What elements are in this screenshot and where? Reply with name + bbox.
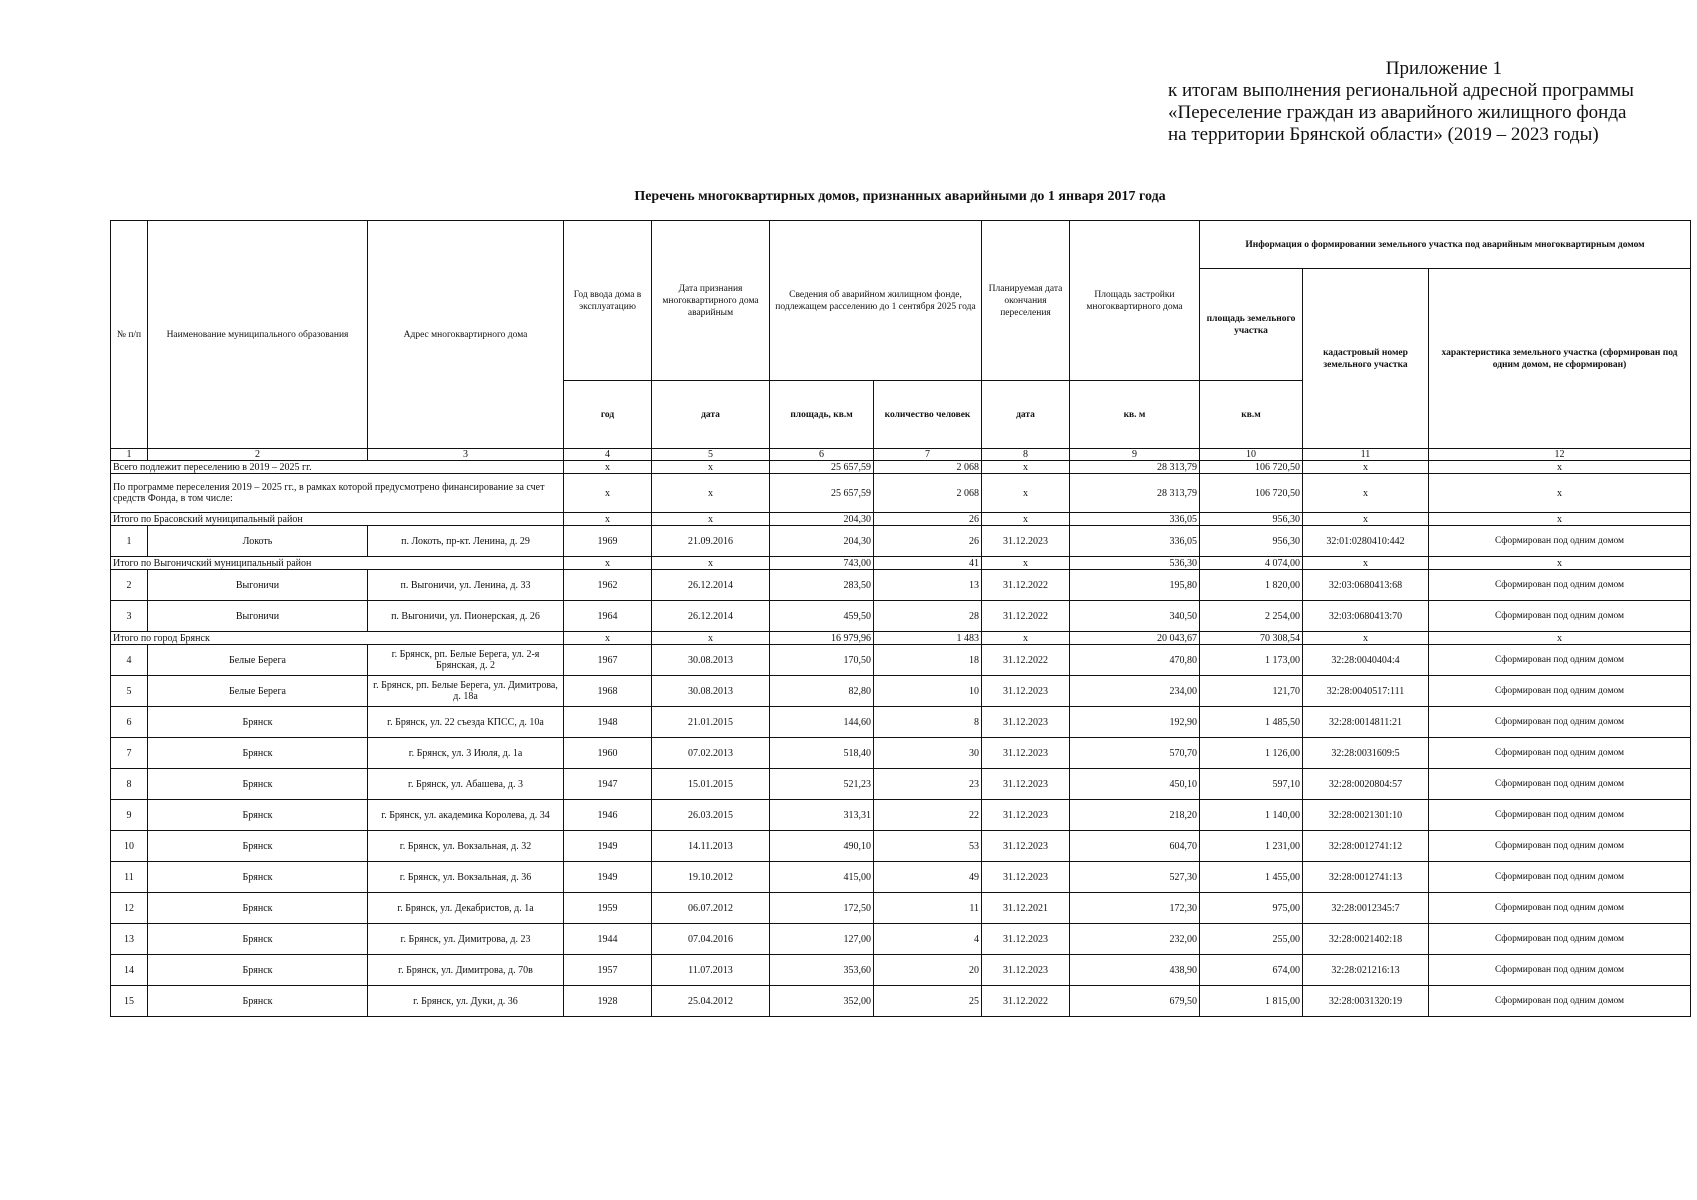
cell: x bbox=[652, 461, 770, 474]
date-cell: 30.08.2013 bbox=[652, 676, 770, 707]
subtotal-row bbox=[111, 632, 1691, 645]
area-cell: 352,00 bbox=[770, 986, 874, 1017]
land-area-cell: 121,70 bbox=[1200, 676, 1303, 707]
cell: 16 979,96 bbox=[770, 632, 874, 645]
land-area-cell: 255,00 bbox=[1200, 924, 1303, 955]
header-date-emergency: Дата признания многоквартирного дома аварийным bbox=[652, 221, 770, 381]
unit-sqm: кв. м bbox=[1070, 381, 1200, 449]
year-cell: 1960 bbox=[564, 738, 652, 769]
row-number: 3 bbox=[111, 601, 148, 632]
address-cell: п. Выгоничи, ул. Ленина, д. 33 bbox=[368, 570, 564, 601]
end-date-cell: 31.12.2023 bbox=[982, 955, 1070, 986]
cell: x bbox=[982, 461, 1070, 474]
build-area-cell: 438,90 bbox=[1070, 955, 1200, 986]
address-cell: г. Брянск, ул. Абашева, д. 3 bbox=[368, 769, 564, 800]
cadastral-cell: 32:28:0040517:111 bbox=[1303, 676, 1429, 707]
cell: x bbox=[1303, 513, 1429, 526]
municipality-cell: Выгоничи bbox=[148, 601, 368, 632]
row-number: 8 bbox=[111, 769, 148, 800]
cell: x bbox=[652, 557, 770, 570]
cell: x bbox=[1429, 474, 1691, 513]
end-date-cell: 31.12.2021 bbox=[982, 893, 1070, 924]
date-cell: 19.10.2012 bbox=[652, 862, 770, 893]
date-cell: 11.07.2013 bbox=[652, 955, 770, 986]
municipality-cell: Брянск bbox=[148, 707, 368, 738]
cell: 26 bbox=[874, 513, 982, 526]
row-number: 12 bbox=[111, 893, 148, 924]
row-number: 5 bbox=[111, 676, 148, 707]
people-cell: 25 bbox=[874, 986, 982, 1017]
row-number: 13 bbox=[111, 924, 148, 955]
address-cell: г. Брянск, ул. Декабристов, д. 1а bbox=[368, 893, 564, 924]
table-row bbox=[111, 526, 1691, 557]
land-feature-cell: Сформирован под одним домом bbox=[1429, 986, 1691, 1017]
date-cell: 06.07.2012 bbox=[652, 893, 770, 924]
municipality-cell: Локоть bbox=[148, 526, 368, 557]
total-row bbox=[111, 461, 1691, 474]
address-cell: г. Брянск, рп. Белые Берега, ул. 2-я Брянская, д. 2 bbox=[368, 645, 564, 676]
year-cell: 1959 bbox=[564, 893, 652, 924]
cadastral-cell: 32:28:0031609:5 bbox=[1303, 738, 1429, 769]
column-number: 5 bbox=[652, 449, 770, 461]
appendix-line: к итогам выполнения региональной адресной программы bbox=[1168, 80, 1634, 101]
cell: 2 068 bbox=[874, 461, 982, 474]
people-cell: 49 bbox=[874, 862, 982, 893]
people-cell: 11 bbox=[874, 893, 982, 924]
municipality-cell: Брянск bbox=[148, 924, 368, 955]
municipality-cell: Брянск bbox=[148, 769, 368, 800]
column-number: 6 bbox=[770, 449, 874, 461]
build-area-cell: 195,80 bbox=[1070, 570, 1200, 601]
cell: 41 bbox=[874, 557, 982, 570]
column-number: 2 bbox=[148, 449, 368, 461]
unit-people: количество человек bbox=[874, 381, 982, 449]
end-date-cell: 31.12.2022 bbox=[982, 645, 1070, 676]
municipality-cell: Брянск bbox=[148, 986, 368, 1017]
cell: x bbox=[1429, 557, 1691, 570]
area-cell: 518,40 bbox=[770, 738, 874, 769]
build-area-cell: 527,30 bbox=[1070, 862, 1200, 893]
land-area-cell: 597,10 bbox=[1200, 769, 1303, 800]
area-cell: 170,50 bbox=[770, 645, 874, 676]
subtotal-label: Итого по Брасовский муниципальный район bbox=[111, 513, 564, 526]
cadastral-cell: 32:28:0021402:18 bbox=[1303, 924, 1429, 955]
land-feature-cell: Сформирован под одним домом bbox=[1429, 645, 1691, 676]
column-number: 12 bbox=[1429, 449, 1691, 461]
row-number: 7 bbox=[111, 738, 148, 769]
cell: x bbox=[1303, 461, 1429, 474]
area-cell: 353,60 bbox=[770, 955, 874, 986]
date-cell: 26.12.2014 bbox=[652, 601, 770, 632]
end-date-cell: 31.12.2023 bbox=[982, 924, 1070, 955]
table-row bbox=[111, 986, 1691, 1017]
column-number: 3 bbox=[368, 449, 564, 461]
row-number: 9 bbox=[111, 800, 148, 831]
address-cell: г. Брянск, ул. Дуки, д. 36 bbox=[368, 986, 564, 1017]
unit-date: дата bbox=[982, 381, 1070, 449]
row-number: 2 bbox=[111, 570, 148, 601]
column-number: 11 bbox=[1303, 449, 1429, 461]
area-cell: 82,80 bbox=[770, 676, 874, 707]
cell: x bbox=[1303, 474, 1429, 513]
table-row bbox=[111, 769, 1691, 800]
program-label: По программе переселения 2019 – 2025 гг., в рамках которой предусмотрено финансирование за счет средств Фонда, в том числе: bbox=[111, 474, 564, 513]
address-cell: г. Брянск, ул. Вокзальная, д. 36 bbox=[368, 862, 564, 893]
land-area-cell: 1 455,00 bbox=[1200, 862, 1303, 893]
end-date-cell: 31.12.2022 bbox=[982, 601, 1070, 632]
year-cell: 1964 bbox=[564, 601, 652, 632]
subtotal-row bbox=[111, 557, 1691, 570]
cell: x bbox=[564, 513, 652, 526]
address-cell: г. Брянск, ул. академика Королева, д. 34 bbox=[368, 800, 564, 831]
build-area-cell: 450,10 bbox=[1070, 769, 1200, 800]
cell: 4 074,00 bbox=[1200, 557, 1303, 570]
build-area-cell: 192,90 bbox=[1070, 707, 1200, 738]
land-feature-cell: Сформирован под одним домом bbox=[1429, 601, 1691, 632]
municipality-cell: Белые Берега bbox=[148, 676, 368, 707]
people-cell: 20 bbox=[874, 955, 982, 986]
date-cell: 07.02.2013 bbox=[652, 738, 770, 769]
cell: x bbox=[652, 632, 770, 645]
area-cell: 313,31 bbox=[770, 800, 874, 831]
date-cell: 21.09.2016 bbox=[652, 526, 770, 557]
housing-table bbox=[110, 220, 1691, 1017]
land-area-cell: 1 173,00 bbox=[1200, 645, 1303, 676]
land-feature-cell: Сформирован под одним домом bbox=[1429, 570, 1691, 601]
municipality-cell: Брянск bbox=[148, 862, 368, 893]
cadastral-cell: 32:28:0031320:19 bbox=[1303, 986, 1429, 1017]
end-date-cell: 31.12.2023 bbox=[982, 769, 1070, 800]
appendix-header bbox=[1168, 58, 1688, 146]
date-cell: 26.12.2014 bbox=[652, 570, 770, 601]
build-area-cell: 604,70 bbox=[1070, 831, 1200, 862]
cell: x bbox=[1429, 632, 1691, 645]
column-number-row bbox=[111, 449, 1691, 461]
column-number: 1 bbox=[111, 449, 148, 461]
cell: x bbox=[564, 461, 652, 474]
unit-date: дата bbox=[652, 381, 770, 449]
area-cell: 172,50 bbox=[770, 893, 874, 924]
column-number: 9 bbox=[1070, 449, 1200, 461]
address-cell: г. Брянск, ул. Димитрова, д. 70в bbox=[368, 955, 564, 986]
municipality-cell: Брянск bbox=[148, 831, 368, 862]
build-area-cell: 336,05 bbox=[1070, 526, 1200, 557]
cadastral-cell: 32:28:0040404:4 bbox=[1303, 645, 1429, 676]
program-row bbox=[111, 474, 1691, 513]
land-area-cell: 1 140,00 bbox=[1200, 800, 1303, 831]
end-date-cell: 31.12.2023 bbox=[982, 707, 1070, 738]
cadastral-cell: 32:03:0680413:68 bbox=[1303, 570, 1429, 601]
build-area-cell: 470,80 bbox=[1070, 645, 1200, 676]
build-area-cell: 218,20 bbox=[1070, 800, 1200, 831]
address-cell: г. Брянск, ул. Вокзальная, д. 32 bbox=[368, 831, 564, 862]
cell: x bbox=[1429, 461, 1691, 474]
area-cell: 459,50 bbox=[770, 601, 874, 632]
unit-sqm: кв.м bbox=[1200, 381, 1303, 449]
people-cell: 23 bbox=[874, 769, 982, 800]
table-row bbox=[111, 645, 1691, 676]
cell: 743,00 bbox=[770, 557, 874, 570]
people-cell: 8 bbox=[874, 707, 982, 738]
cell: x bbox=[982, 557, 1070, 570]
cadastral-cell: 32:28:0012741:13 bbox=[1303, 862, 1429, 893]
date-cell: 14.11.2013 bbox=[652, 831, 770, 862]
people-cell: 18 bbox=[874, 645, 982, 676]
land-feature-cell: Сформирован под одним домом bbox=[1429, 738, 1691, 769]
people-cell: 22 bbox=[874, 800, 982, 831]
people-cell: 30 bbox=[874, 738, 982, 769]
end-date-cell: 31.12.2023 bbox=[982, 526, 1070, 557]
row-number: 15 bbox=[111, 986, 148, 1017]
header-cadastral: кадастровый номер земельного участка bbox=[1303, 269, 1429, 449]
header-land-info: Информация о формировании земельного участка под аварийным многоквартирным домом bbox=[1200, 221, 1691, 269]
cadastral-cell: 32:28:0012345:7 bbox=[1303, 893, 1429, 924]
area-cell: 144,60 bbox=[770, 707, 874, 738]
header-address: Адрес многоквартирного дома bbox=[368, 221, 564, 449]
land-area-cell: 1 231,00 bbox=[1200, 831, 1303, 862]
cell: 106 720,50 bbox=[1200, 474, 1303, 513]
year-cell: 1962 bbox=[564, 570, 652, 601]
table-row bbox=[111, 800, 1691, 831]
land-area-cell: 956,30 bbox=[1200, 526, 1303, 557]
cadastral-cell: 32:28:0020804:57 bbox=[1303, 769, 1429, 800]
subtotal-row bbox=[111, 513, 1691, 526]
table-row bbox=[111, 570, 1691, 601]
land-area-cell: 1 815,00 bbox=[1200, 986, 1303, 1017]
land-feature-cell: Сформирован под одним домом bbox=[1429, 707, 1691, 738]
subtotal-label: Итого по город Брянск bbox=[111, 632, 564, 645]
date-cell: 30.08.2013 bbox=[652, 645, 770, 676]
header-planned-end: Планируемая дата окончания переселения bbox=[982, 221, 1070, 381]
address-cell: г. Брянск, ул. 3 Июля, д. 1а bbox=[368, 738, 564, 769]
area-cell: 127,00 bbox=[770, 924, 874, 955]
cell: x bbox=[1429, 513, 1691, 526]
build-area-cell: 570,70 bbox=[1070, 738, 1200, 769]
row-number: 6 bbox=[111, 707, 148, 738]
appendix-number: Приложение 1 bbox=[1385, 58, 1502, 79]
cell: 28 313,79 bbox=[1070, 461, 1200, 474]
cell: 20 043,67 bbox=[1070, 632, 1200, 645]
header-land-feature: характеристика земельного участка (сформирован под одним домом, не сформирован) bbox=[1429, 269, 1691, 449]
date-cell: 07.04.2016 bbox=[652, 924, 770, 955]
cell: x bbox=[652, 474, 770, 513]
people-cell: 28 bbox=[874, 601, 982, 632]
table-row bbox=[111, 601, 1691, 632]
date-cell: 15.01.2015 bbox=[652, 769, 770, 800]
land-area-cell: 1 485,50 bbox=[1200, 707, 1303, 738]
people-cell: 26 bbox=[874, 526, 982, 557]
people-cell: 53 bbox=[874, 831, 982, 862]
cell: 25 657,59 bbox=[770, 461, 874, 474]
row-number: 10 bbox=[111, 831, 148, 862]
municipality-cell: Белые Берега bbox=[148, 645, 368, 676]
address-cell: п. Выгоничи, ул. Пионерская, д. 26 bbox=[368, 601, 564, 632]
build-area-cell: 340,50 bbox=[1070, 601, 1200, 632]
cell: x bbox=[982, 632, 1070, 645]
land-feature-cell: Сформирован под одним домом bbox=[1429, 526, 1691, 557]
column-number: 7 bbox=[874, 449, 982, 461]
cell: x bbox=[982, 474, 1070, 513]
cell: x bbox=[564, 474, 652, 513]
end-date-cell: 31.12.2023 bbox=[982, 831, 1070, 862]
year-cell: 1948 bbox=[564, 707, 652, 738]
year-cell: 1944 bbox=[564, 924, 652, 955]
address-cell: п. Локоть, пр-кт. Ленина, д. 29 bbox=[368, 526, 564, 557]
build-area-cell: 232,00 bbox=[1070, 924, 1200, 955]
year-cell: 1949 bbox=[564, 862, 652, 893]
land-area-cell: 1 126,00 bbox=[1200, 738, 1303, 769]
cell: 536,30 bbox=[1070, 557, 1200, 570]
cell: x bbox=[564, 632, 652, 645]
date-cell: 21.01.2015 bbox=[652, 707, 770, 738]
municipality-cell: Выгоничи bbox=[148, 570, 368, 601]
column-number: 10 bbox=[1200, 449, 1303, 461]
appendix-line: на территории Брянской области» (2019 – 2023 годы) bbox=[1168, 124, 1599, 145]
table-row bbox=[111, 893, 1691, 924]
cadastral-cell: 32:28:0014811:21 bbox=[1303, 707, 1429, 738]
people-cell: 4 bbox=[874, 924, 982, 955]
total-label: Всего подлежит переселению в 2019 – 2025 гг. bbox=[111, 461, 564, 474]
header-build-area: Площадь застройки многоквартирного дома bbox=[1070, 221, 1200, 381]
header-land-area: площадь земельного участка bbox=[1200, 269, 1303, 381]
header-housing-info: Сведения об аварийном жилищном фонде, подлежащем расселению до 1 сентября 2025 года bbox=[770, 221, 982, 381]
cell: 2 068 bbox=[874, 474, 982, 513]
end-date-cell: 31.12.2022 bbox=[982, 570, 1070, 601]
cell: 956,30 bbox=[1200, 513, 1303, 526]
year-cell: 1967 bbox=[564, 645, 652, 676]
area-cell: 283,50 bbox=[770, 570, 874, 601]
land-feature-cell: Сформирован под одним домом bbox=[1429, 893, 1691, 924]
cadastral-cell: 32:03:0680413:70 bbox=[1303, 601, 1429, 632]
date-cell: 26.03.2015 bbox=[652, 800, 770, 831]
build-area-cell: 679,50 bbox=[1070, 986, 1200, 1017]
cell: x bbox=[1303, 632, 1429, 645]
end-date-cell: 31.12.2023 bbox=[982, 738, 1070, 769]
land-feature-cell: Сформирован под одним домом bbox=[1429, 831, 1691, 862]
cell: x bbox=[564, 557, 652, 570]
area-cell: 415,00 bbox=[770, 862, 874, 893]
column-number: 4 bbox=[564, 449, 652, 461]
cell: 204,30 bbox=[770, 513, 874, 526]
land-area-cell: 975,00 bbox=[1200, 893, 1303, 924]
area-cell: 490,10 bbox=[770, 831, 874, 862]
table-row bbox=[111, 955, 1691, 986]
address-cell: г. Брянск, ул. Димитрова, д. 23 bbox=[368, 924, 564, 955]
unit-year: год bbox=[564, 381, 652, 449]
subtotal-label: Итого по Выгоничский муниципальный район bbox=[111, 557, 564, 570]
cadastral-cell: 32:28:021216:13 bbox=[1303, 955, 1429, 986]
address-cell: г. Брянск, рп. Белые Берега, ул. Димитрова, д. 18а bbox=[368, 676, 564, 707]
appendix-line: «Переселение граждан из аварийного жилищного фонда bbox=[1168, 102, 1627, 123]
land-feature-cell: Сформирован под одним домом bbox=[1429, 676, 1691, 707]
address-cell: г. Брянск, ул. 22 съезда КПСС, д. 10а bbox=[368, 707, 564, 738]
year-cell: 1947 bbox=[564, 769, 652, 800]
year-cell: 1968 bbox=[564, 676, 652, 707]
land-area-cell: 674,00 bbox=[1200, 955, 1303, 986]
cadastral-cell: 32:28:0012741:12 bbox=[1303, 831, 1429, 862]
row-number: 11 bbox=[111, 862, 148, 893]
cell: x bbox=[652, 513, 770, 526]
year-cell: 1949 bbox=[564, 831, 652, 862]
people-cell: 10 bbox=[874, 676, 982, 707]
document-title: Перечень многоквартирных домов, признанных аварийными до 1 января 2017 года bbox=[634, 189, 1166, 204]
municipality-cell: Брянск bbox=[148, 738, 368, 769]
year-cell: 1969 bbox=[564, 526, 652, 557]
row-number: 1 bbox=[111, 526, 148, 557]
area-cell: 204,30 bbox=[770, 526, 874, 557]
cell: 106 720,50 bbox=[1200, 461, 1303, 474]
table-row bbox=[111, 738, 1691, 769]
land-feature-cell: Сформирован под одним домом bbox=[1429, 955, 1691, 986]
header-num: № п/п bbox=[111, 221, 148, 449]
land-feature-cell: Сформирован под одним домом bbox=[1429, 862, 1691, 893]
cell: x bbox=[982, 513, 1070, 526]
land-area-cell: 2 254,00 bbox=[1200, 601, 1303, 632]
area-cell: 521,23 bbox=[770, 769, 874, 800]
table-row bbox=[111, 676, 1691, 707]
header-year: Год ввода дома в эксплуатацию bbox=[564, 221, 652, 381]
build-area-cell: 172,30 bbox=[1070, 893, 1200, 924]
year-cell: 1946 bbox=[564, 800, 652, 831]
header-municipality: Наименование муниципального образования bbox=[148, 221, 368, 449]
cell: 1 483 bbox=[874, 632, 982, 645]
date-cell: 25.04.2012 bbox=[652, 986, 770, 1017]
row-number: 4 bbox=[111, 645, 148, 676]
end-date-cell: 31.12.2023 bbox=[982, 676, 1070, 707]
table-row bbox=[111, 707, 1691, 738]
year-cell: 1928 bbox=[564, 986, 652, 1017]
municipality-cell: Брянск bbox=[148, 893, 368, 924]
cell: 70 308,54 bbox=[1200, 632, 1303, 645]
cell: x bbox=[1303, 557, 1429, 570]
table-row bbox=[111, 924, 1691, 955]
table-row bbox=[111, 831, 1691, 862]
people-cell: 13 bbox=[874, 570, 982, 601]
land-feature-cell: Сформирован под одним домом bbox=[1429, 769, 1691, 800]
column-number: 8 bbox=[982, 449, 1070, 461]
cell: 28 313,79 bbox=[1070, 474, 1200, 513]
land-feature-cell: Сформирован под одним домом bbox=[1429, 924, 1691, 955]
municipality-cell: Брянск bbox=[148, 800, 368, 831]
end-date-cell: 31.12.2023 bbox=[982, 862, 1070, 893]
land-feature-cell: Сформирован под одним домом bbox=[1429, 800, 1691, 831]
cell: 336,05 bbox=[1070, 513, 1200, 526]
build-area-cell: 234,00 bbox=[1070, 676, 1200, 707]
municipality-cell: Брянск bbox=[148, 955, 368, 986]
cadastral-cell: 32:28:0021301:10 bbox=[1303, 800, 1429, 831]
row-number: 14 bbox=[111, 955, 148, 986]
table-row bbox=[111, 862, 1691, 893]
cell: 25 657,59 bbox=[770, 474, 874, 513]
cadastral-cell: 32:01:0280410:442 bbox=[1303, 526, 1429, 557]
end-date-cell: 31.12.2023 bbox=[982, 800, 1070, 831]
unit-area: площадь, кв.м bbox=[770, 381, 874, 449]
land-area-cell: 1 820,00 bbox=[1200, 570, 1303, 601]
year-cell: 1957 bbox=[564, 955, 652, 986]
end-date-cell: 31.12.2022 bbox=[982, 986, 1070, 1017]
